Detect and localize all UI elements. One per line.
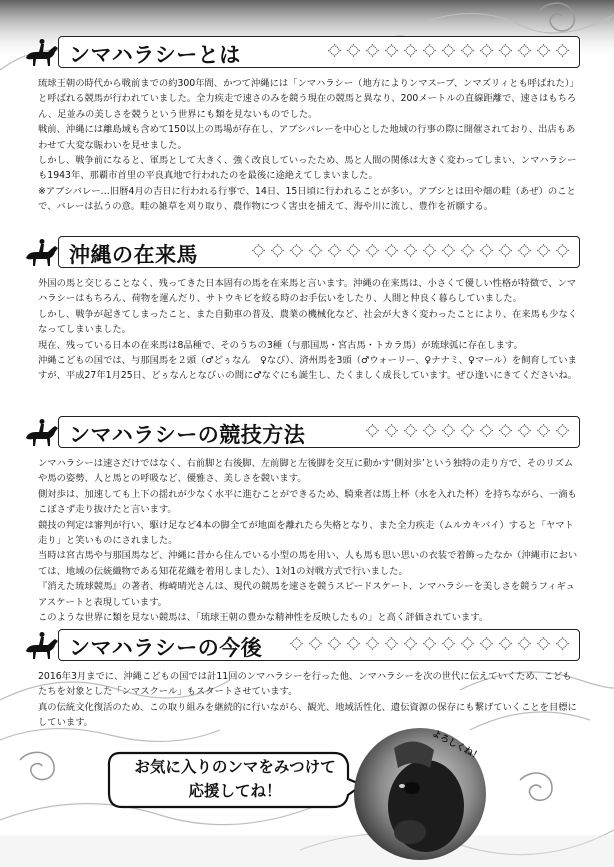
section-body: [38, 669, 580, 731]
section-title: ンマハラシーの競技方法: [69, 423, 306, 447]
section-body: [38, 76, 580, 215]
section-title-box: [58, 236, 580, 268]
diamond-pattern: [367, 425, 567, 435]
horse-rider-icon: [22, 416, 62, 450]
section-title-box: [58, 36, 580, 68]
paragraph: 真の伝統文化復活のため、この取り組みを継続的に行いながら、観光、地域活性化、遺伝資源の保存にも繋げていくことを目標にしています。: [38, 701, 577, 729]
speech-bubble: [106, 749, 364, 811]
horse-rider-icon: [22, 236, 62, 270]
paragraph: 2016年3月までに、沖縄こどもの国では計11回のンマハラシーを行った他、ンマハラシーを次の世代に伝えていくため、こどもたちを対象とした「ンマスクール」もスタートさせています。: [38, 671, 572, 698]
section-title: ンマハラシーとは: [69, 43, 241, 67]
paragraph: ンマハラシーは速さだけではなく、右前脚と右後脚、左前脚と左後脚を交互に動かす‘側対歩’という独特の走り方で、そのリズムや馬の姿勢、人と馬との呼吸など、優雅さ、美しさを競います。: [38, 458, 574, 485]
paragraph: 当時は宮古馬や与那国馬など、沖縄に昔から住んでいる小型の馬を用い、人も馬も思い思いの衣装で着飾ったなか（沖縄市においては、地域の伝統織物である知花花織を着用しました）、1対1の対戦方式で行いました。: [38, 550, 578, 577]
diamond-pattern: [291, 638, 567, 648]
paragraph: 『消えた琉球競馬』の著者、梅崎晴光さんは、現代の競馬を速さを競うスピードスケート、ンマハラシーを美しさを競うフィギュアスケートと表現しています。: [38, 581, 576, 608]
paragraph: 現在、残っている日本の在来馬は8品種で、そのうちの3種（与那国馬・宮古馬・トカラ馬）が琉球弧に存在します。: [38, 339, 523, 351]
section-header: [0, 34, 614, 70]
section-about: [0, 34, 614, 215]
paragraph: 沖縄こどもの国では、与那国馬を２頭（♂どぅなん ♀なび）、済州馬を3頭（♂ウォーリー、♀ナナミ、♀マール）を飼育していますが、平成27年1月25日、どぅなんとなびぃの間に♂なぐにも誕生し、たくましく成長しています。ぜひ逢いにきてくださいね。: [38, 355, 578, 382]
diamond-pattern: [329, 45, 567, 55]
paragraph: 競技の判定は審判が行い、駆け足など4本の脚全てが地面を離れたら失格となり、また全力疾走（ムルカキバイ）すると「ヤマト走り」と笑いものにされました。: [38, 519, 574, 547]
section-body: [38, 276, 580, 384]
paragraph: このような世界に類を見ない競馬は、「琉球王朝の豊かな精神性を反映したもの」と高く評価されています。: [38, 612, 489, 624]
section-title: ンマハラシーの今後: [69, 636, 263, 660]
paragraph: しかし、戦争が起きてしまったこと、また自動車の普及、農業の機械化など、社会が大きく変わったことにより、在来馬も少なくなってしまいました。: [38, 308, 578, 336]
section-header: [0, 234, 614, 270]
paragraph: 戦前、沖縄には離島域も含めて150以上の馬場が存在し、アブシバレーを中心とした地域の行事の際に開催されており、出店もあわせて大変な賑わいを見せました。: [38, 124, 576, 151]
photo-caption: よろしくね！: [430, 728, 483, 763]
diamond-pattern: [253, 245, 567, 255]
section-body: [38, 456, 580, 625]
section-title: 沖縄の在来馬: [69, 243, 198, 267]
speech-bubble-line2: 応援してね！: [188, 782, 282, 800]
section-title-box: [58, 416, 580, 448]
section-header: [0, 627, 614, 663]
horse-rider-icon: [22, 629, 62, 663]
paragraph: 側対歩は、加速しても上下の揺れが少なく水平に進むことができるため、騎乗者は馬上杯（水を入れた杯）を持ちながら、一滴もこぼさず走り抜けたと言います。: [38, 488, 577, 516]
speech-bubble-line1: お気に入りのンマをみつけて: [134, 758, 336, 776]
section-future: [0, 627, 614, 731]
section-competition-method: [0, 414, 614, 625]
section-native-horses: [0, 234, 614, 384]
paragraph: しかし、戦争前になると、軍馬として大きく、強く改良していったため、馬と人間の関係は大きく変わってしまい、ンマハラシーも1943年、那覇市首里の平良真地で行われたのを最後に途絶えてしまいました。: [38, 155, 577, 182]
paragraph: 外国の馬と交じることなく、残ってきた日本固有の馬を在来馬と言います。沖縄の在来馬は、小さくて優しい性格が特徴で、ンマハラシーはもちろん、荷物を運んだり、サトウキビを絞る時のお手伝いをしたり、人間と仲良く暮らしていました。: [38, 278, 577, 305]
section-header: [0, 414, 614, 450]
footnote: ※アブシバレー…旧暦4月の吉日に行われる行事で、14日、15日頃に行われることが多い。アブシとは田や畑の畦（あぜ）のことで、バレーは払うの意。畦の雑草を刈り取り、農作物につく害虫を捕えて、海や川に流し、豊作を祈願する。: [38, 185, 576, 213]
paragraph: 琉球王朝の時代から戦前までの約300年間、かつて沖縄には「ンマハラシー（地方によりンマスーブ、ンマズリィとも呼ばれた）」と呼ばれる競馬が行われていました。全力疾走で速さのみを競う現在の競馬と異なり、200メートルの直線距離で、速さはもちろん、足並みの美しさを競うという世界にも類を見ないものでした。: [38, 78, 579, 120]
section-title-box: [58, 629, 580, 661]
horse-rider-icon: [22, 36, 62, 70]
